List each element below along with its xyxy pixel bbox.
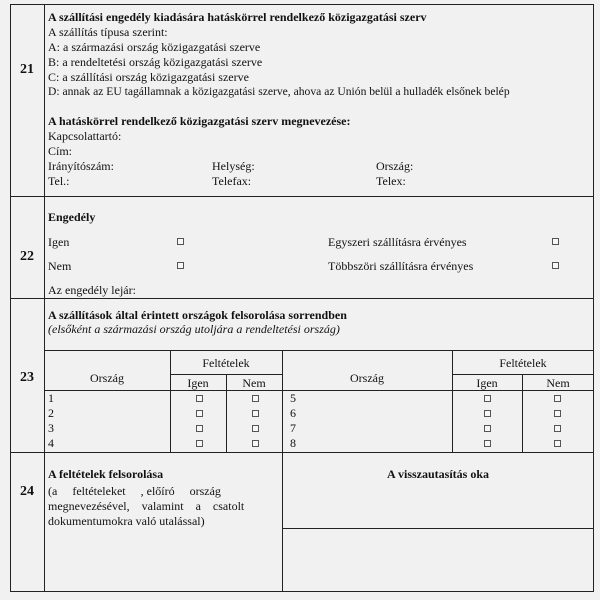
s24-refusal-title: A visszautasítás oka bbox=[386, 467, 490, 481]
s23-row-number: 1 bbox=[48, 391, 54, 405]
s23-right-conditions-line bbox=[452, 374, 594, 375]
s22-title: Engedély bbox=[48, 210, 96, 224]
s23-row-number: 5 bbox=[290, 391, 296, 405]
s23-row6-no-checkbox[interactable] bbox=[554, 410, 561, 417]
s24-desc-line: dokumentumokra való utalással) bbox=[48, 514, 205, 528]
section-divider-22-23 bbox=[10, 298, 594, 299]
s21-option-c: C: a szállítási ország közigazgatási szerve bbox=[48, 70, 249, 84]
s23-right-country-header: Ország bbox=[350, 371, 384, 385]
s23-row4-no-checkbox[interactable] bbox=[252, 440, 259, 447]
s23-row8-no-checkbox[interactable] bbox=[554, 440, 561, 447]
s21-telex-label[interactable]: Telex: bbox=[376, 174, 406, 188]
s23-row-number: 2 bbox=[48, 406, 54, 420]
s21-postcode-label[interactable]: Irányítószám: bbox=[48, 159, 114, 173]
s23-title: A szállítások által érintett országok felsorolása sorrendben bbox=[48, 308, 347, 322]
s21-tel-label[interactable]: Tel.: bbox=[48, 174, 70, 188]
s22-multiple-checkbox[interactable] bbox=[552, 262, 559, 269]
s24-desc-line: megnevezésével, valamint a csatolt bbox=[48, 499, 245, 513]
s24-refusal-underline bbox=[282, 528, 594, 529]
s23-row8-yes-checkbox[interactable] bbox=[484, 440, 491, 447]
s23-left-country-header: Ország bbox=[90, 371, 124, 385]
s23-row-number: 6 bbox=[290, 406, 296, 420]
s23-row1-yes-checkbox[interactable] bbox=[196, 395, 203, 402]
s23-row5-yes-checkbox[interactable] bbox=[484, 395, 491, 402]
s21-country-label[interactable]: Ország: bbox=[376, 159, 414, 173]
s21-option-b: B: a rendeltetési ország közigazgatási szerve bbox=[48, 55, 263, 69]
section-number-22: 22 bbox=[20, 249, 34, 264]
s21-subtitle: A szállítás típusa szerint: bbox=[48, 25, 168, 39]
s21-address-label[interactable]: Cím: bbox=[48, 144, 73, 158]
section-number-21: 21 bbox=[20, 62, 34, 77]
s22-expiry-label[interactable]: Az engedély lejár: bbox=[48, 283, 136, 297]
s23-row-number: 3 bbox=[48, 421, 54, 435]
s21-city-label[interactable]: Helység: bbox=[212, 159, 255, 173]
s23-row7-no-checkbox[interactable] bbox=[554, 425, 561, 432]
s24-title: A feltételek felsorolása bbox=[48, 467, 164, 481]
s23-row4-yes-checkbox[interactable] bbox=[196, 440, 203, 447]
s23-row1-no-checkbox[interactable] bbox=[252, 395, 259, 402]
s24-desc-line: (a feltételeket , előíró ország bbox=[48, 484, 221, 498]
s23-left-no-header: Nem bbox=[242, 376, 266, 390]
s23-row5-no-checkbox[interactable] bbox=[554, 395, 561, 402]
s23-table-top-line bbox=[44, 350, 594, 351]
s22-no-checkbox[interactable] bbox=[177, 262, 184, 269]
s21-name-heading: A hatáskörrel rendelkező közigazgatási szerv megnevezése: bbox=[48, 114, 351, 128]
s21-option-d: D: annak az EU tagállamnak a közigazgatási szerve, ahova az Unión belül a hulladék elsőnek belép bbox=[48, 85, 510, 98]
s23-subtitle: (elsőként a származási ország utoljára a rendeltetési ország) bbox=[48, 322, 340, 336]
s21-contact-label[interactable]: Kapcsolattartó: bbox=[48, 129, 122, 143]
s23-row-number: 4 bbox=[48, 436, 54, 450]
s22-multiple-label: Többszöri szállításra érvényes bbox=[328, 259, 474, 273]
section-number-24: 24 bbox=[20, 484, 34, 499]
s22-single-label: Egyszeri szállításra érvényes bbox=[328, 235, 467, 249]
s22-single-checkbox[interactable] bbox=[552, 238, 559, 245]
section-number-23: 23 bbox=[20, 370, 34, 385]
s23-left-yes-header: Igen bbox=[187, 376, 209, 390]
s21-option-a: A: a származási ország közigazgatási szerve bbox=[48, 40, 261, 54]
s23-right-yes-header: Igen bbox=[476, 376, 498, 390]
s23-right-conditions-header: Feltételek bbox=[499, 356, 547, 370]
s23-row7-yes-checkbox[interactable] bbox=[484, 425, 491, 432]
s23-header-bottom-line bbox=[44, 390, 594, 391]
s23-left-conditions-header: Feltételek bbox=[202, 356, 250, 370]
section-divider-23-24 bbox=[10, 452, 594, 453]
s22-yes-checkbox[interactable] bbox=[177, 238, 184, 245]
s21-fax-label[interactable]: Telefax: bbox=[212, 174, 252, 188]
s23-right-no-header: Nem bbox=[546, 376, 570, 390]
s22-yes-label: Igen bbox=[48, 235, 70, 249]
s23-row6-yes-checkbox[interactable] bbox=[484, 410, 491, 417]
s23-row3-yes-checkbox[interactable] bbox=[196, 425, 203, 432]
section-divider-21-22 bbox=[10, 196, 594, 197]
s21-title: A szállítási engedély kiadására hatáskörrel rendelkező közigazgatási szerv bbox=[48, 10, 427, 24]
s23-row2-yes-checkbox[interactable] bbox=[196, 410, 203, 417]
s23-row2-no-checkbox[interactable] bbox=[252, 410, 259, 417]
s22-no-label: Nem bbox=[48, 259, 72, 273]
s23-row-number: 7 bbox=[290, 421, 296, 435]
s23-row3-no-checkbox[interactable] bbox=[252, 425, 259, 432]
s23-row-number: 8 bbox=[290, 436, 296, 450]
